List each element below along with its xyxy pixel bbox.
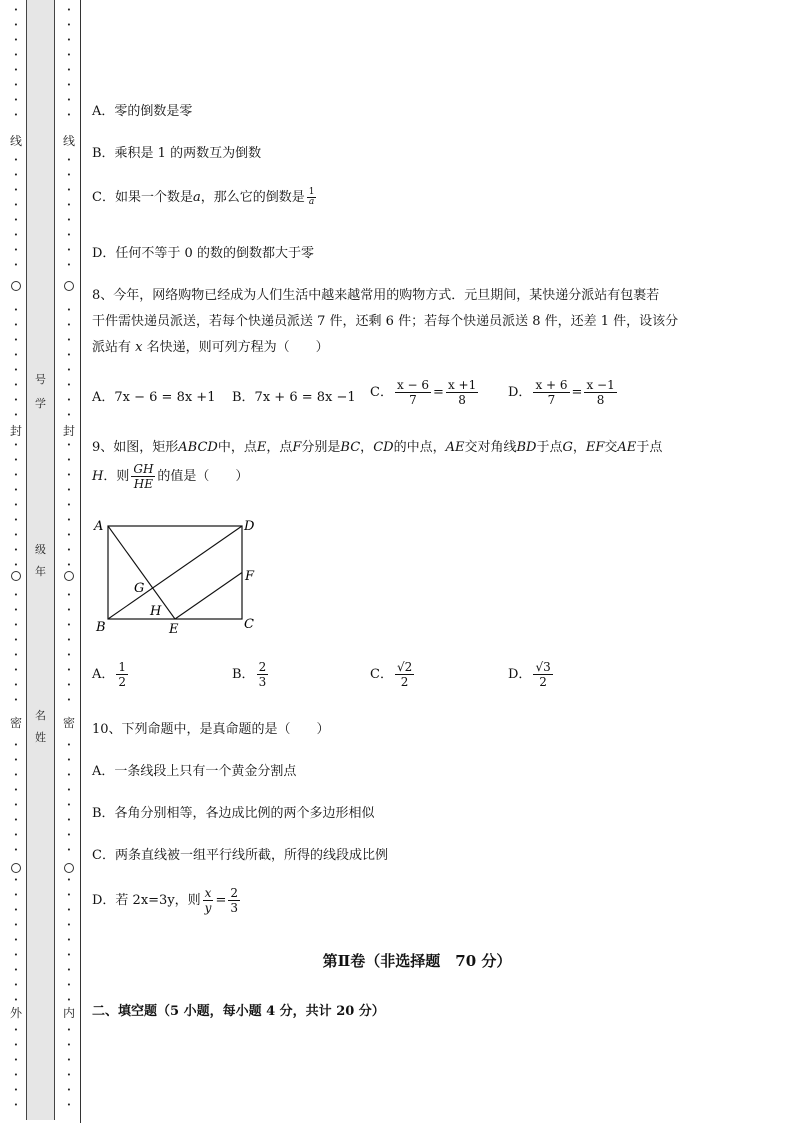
- binding-dot: •: [66, 1086, 72, 1094]
- binding-dot: •: [13, 846, 19, 854]
- binding-dot: •: [66, 1041, 72, 1049]
- binding-dot: •: [13, 246, 19, 254]
- fraction-one-over-a: $\frac{1}{a}$: [308, 187, 315, 207]
- segment-ae: [108, 526, 175, 619]
- q7-option-c: C．如果一个数是a，那么它的倒数是 $\frac{1}{a}$: [92, 187, 315, 207]
- binding-dot: •: [66, 561, 72, 569]
- binding-dot: •: [13, 951, 19, 959]
- binding-dot: •: [13, 486, 19, 494]
- binding-dot: •: [66, 186, 72, 194]
- binding-dot: •: [66, 336, 72, 344]
- binding-dot: •: [13, 906, 19, 914]
- q9-stem-line2: H．则 $\frac{GH}{HE}$ 的值是（ ）: [92, 462, 249, 491]
- binding-char: 外: [9, 1006, 22, 1020]
- binding-dot: •: [13, 96, 19, 104]
- q8-stem-line2: 干件需快递员派送，若每个快递员派送 7 件，还剩 6 件；若每个快递员派送 8 件，还差 1 件，设该分: [92, 314, 679, 329]
- binding-char: 密: [62, 716, 75, 730]
- student-info-strip: [26, 0, 55, 1120]
- binding-dot: •: [66, 1026, 72, 1034]
- binding-dot: •: [13, 606, 19, 614]
- binding-dot: •: [13, 681, 19, 689]
- binding-dot: •: [66, 831, 72, 839]
- binding-dot: •: [13, 561, 19, 569]
- binding-dot: •: [66, 81, 72, 89]
- binding-dot: •: [13, 756, 19, 764]
- q8-option-b: B．7x + 6 = 8x −1: [232, 390, 356, 405]
- binding-dot: •: [13, 531, 19, 539]
- binding-dot: •: [66, 321, 72, 329]
- binding-dot: •: [13, 741, 19, 749]
- binding-dot: •: [13, 1041, 19, 1049]
- label-B: B: [96, 620, 106, 635]
- binding-dot: •: [13, 1086, 19, 1094]
- label-F: F: [245, 569, 255, 584]
- binding-dot: •: [66, 681, 72, 689]
- binding-dot: •: [13, 216, 19, 224]
- margin-rule: [80, 0, 81, 1123]
- binding-dot: •: [66, 816, 72, 824]
- binding-dot: •: [66, 231, 72, 239]
- binding-dot: •: [66, 921, 72, 929]
- strip-label-ming: 名: [35, 709, 46, 722]
- binding-dot: •: [66, 1056, 72, 1064]
- binding-dot: •: [13, 231, 19, 239]
- binding-dot: •: [13, 996, 19, 1004]
- binding-dot: •: [13, 1101, 19, 1109]
- fill-in-section-heading: 二、填空题（5 小题，每小题 4 分，共计 20 分）: [92, 1004, 385, 1019]
- binding-dot: •: [13, 156, 19, 164]
- binding-dot: •: [66, 906, 72, 914]
- binding-dot: •: [13, 456, 19, 464]
- binding-circle-icon: [11, 281, 21, 291]
- binding-dot: •: [13, 66, 19, 74]
- strip-label-hao: 号: [35, 373, 46, 386]
- binding-dot: •: [66, 771, 72, 779]
- binding-dot: •: [66, 381, 72, 389]
- binding-dot: •: [66, 936, 72, 944]
- binding-dot: •: [13, 546, 19, 554]
- binding-dot: •: [13, 516, 19, 524]
- binding-dot: •: [13, 816, 19, 824]
- binding-dot: •: [66, 51, 72, 59]
- binding-dot: •: [66, 171, 72, 179]
- binding-dot: •: [66, 411, 72, 419]
- binding-dot: •: [66, 636, 72, 644]
- binding-dot: •: [13, 396, 19, 404]
- q7-option-d: D．任何不等于 0 的数的倒数都大于零: [92, 246, 314, 261]
- binding-dot: •: [13, 1056, 19, 1064]
- binding-dot: •: [13, 636, 19, 644]
- binding-dot: •: [66, 6, 72, 14]
- binding-dot: •: [13, 876, 19, 884]
- binding-dot: •: [13, 201, 19, 209]
- binding-dot: •: [66, 111, 72, 119]
- q10-option-c: C．两条直线被一组平行线所截，所得的线段成比例: [92, 848, 388, 863]
- q8-option-a: A．7x − 6 = 8x +1: [92, 390, 216, 405]
- binding-dot: •: [13, 591, 19, 599]
- binding-char: 内: [62, 1006, 75, 1020]
- binding-dot: •: [66, 471, 72, 479]
- binding-dot: •: [13, 1071, 19, 1079]
- q8-stem-line1: 8、今年，网络购物已经成为人们生活中越来越常用的购物方式．元旦期间，某快递分派站有包裹若: [92, 288, 660, 303]
- binding-dot: •: [13, 471, 19, 479]
- binding-dot: •: [66, 96, 72, 104]
- binding-dot: •: [66, 531, 72, 539]
- binding-circle-icon: [64, 571, 74, 581]
- binding-dot: •: [66, 66, 72, 74]
- q10-option-b: B．各角分别相等，各边成比例的两个多边形相似: [92, 806, 375, 821]
- binding-dot: •: [66, 201, 72, 209]
- binding-dot: •: [13, 831, 19, 839]
- binding-char: 封: [62, 424, 75, 438]
- label-G: G: [134, 581, 145, 596]
- binding-dot: •: [66, 216, 72, 224]
- binding-dot: •: [13, 261, 19, 269]
- binding-dot: •: [66, 456, 72, 464]
- binding-circle-icon: [11, 571, 21, 581]
- binding-dot: •: [13, 786, 19, 794]
- binding-dot: •: [13, 381, 19, 389]
- q7-option-b: B．乘积是 1 的两数互为倒数: [92, 146, 262, 161]
- binding-dot: •: [13, 651, 19, 659]
- binding-dot: •: [13, 6, 19, 14]
- binding-dot: •: [66, 1101, 72, 1109]
- binding-circle-icon: [11, 863, 21, 873]
- binding-char: 线: [9, 134, 22, 148]
- binding-dot: •: [13, 21, 19, 29]
- binding-dot: •: [13, 351, 19, 359]
- binding-dot: •: [13, 366, 19, 374]
- q9-option-d: D． $\frac{√3}{2}$: [508, 660, 551, 689]
- diagonal-bd: [108, 526, 242, 619]
- strip-label-xing: 姓: [35, 731, 46, 744]
- binding-dot: •: [66, 501, 72, 509]
- binding-dot: •: [66, 246, 72, 254]
- binding-dot: •: [13, 111, 19, 119]
- binding-dot: •: [66, 666, 72, 674]
- binding-dot: •: [13, 1026, 19, 1034]
- outer-binding-line: [9, 0, 23, 1120]
- binding-dot: •: [13, 171, 19, 179]
- binding-dot: •: [66, 606, 72, 614]
- q8-option-c: C． $\frac{x - 6}{7}$ = $\frac{x +1}{8}$: [370, 378, 477, 407]
- binding-dot: •: [66, 801, 72, 809]
- binding-dot: •: [13, 36, 19, 44]
- binding-dot: •: [66, 891, 72, 899]
- binding-dot: •: [66, 756, 72, 764]
- label-A: A: [94, 519, 104, 534]
- binding-dot: •: [66, 156, 72, 164]
- binding-dot: •: [13, 771, 19, 779]
- q10-stem: 10、下列命题中，是真命题的是（ ）: [92, 722, 330, 737]
- binding-dot: •: [66, 366, 72, 374]
- q8-option-d: D． $\frac{x + 6}{7}$ = $\frac{x -1}{8}$: [508, 378, 615, 407]
- q9-option-c: C． $\frac{√2}{2}$: [370, 660, 413, 689]
- strip-label-xue: 学: [35, 397, 46, 410]
- binding-circle-icon: [64, 863, 74, 873]
- label-H: H: [150, 604, 162, 619]
- q9-stem-line1: 9、如图，矩形ABCD中，点E，点F分别是BC，CD的中点，AE交对角线BD于点G，EF交AE于点: [92, 440, 663, 455]
- binding-dot: •: [13, 336, 19, 344]
- binding-dot: •: [66, 966, 72, 974]
- binding-dot: •: [66, 441, 72, 449]
- binding-dot: •: [66, 741, 72, 749]
- binding-dot: •: [13, 801, 19, 809]
- binding-circle-icon: [64, 281, 74, 291]
- binding-dot: •: [13, 411, 19, 419]
- inner-binding-line: [62, 0, 76, 1120]
- binding-dot: •: [66, 36, 72, 44]
- binding-dot: •: [66, 1071, 72, 1079]
- segment-ef: [175, 573, 242, 620]
- binding-dot: •: [13, 441, 19, 449]
- binding-dot: •: [66, 21, 72, 29]
- binding-dot: •: [13, 936, 19, 944]
- binding-dot: •: [66, 951, 72, 959]
- q9-option-a: A． $\frac{1}{2}$: [92, 660, 127, 689]
- binding-dot: •: [13, 921, 19, 929]
- q10-option-d: D．若 2x=3y，则 $\frac{x}{y}$ = $\frac{2}{3}$: [92, 886, 238, 915]
- binding-dot: •: [13, 306, 19, 314]
- binding-dot: •: [66, 546, 72, 554]
- q7-option-a: A．零的倒数是零: [92, 104, 193, 119]
- binding-dot: •: [66, 516, 72, 524]
- binding-char: 密: [9, 716, 22, 730]
- binding-dot: •: [66, 846, 72, 854]
- binding-dot: •: [13, 666, 19, 674]
- q9-option-b: B． $\frac{2}{3}$: [232, 660, 267, 689]
- binding-dot: •: [66, 591, 72, 599]
- label-C: C: [244, 617, 254, 632]
- part2-title: 第Ⅱ卷（非选择题 70 分）: [322, 952, 512, 970]
- binding-dot: •: [66, 651, 72, 659]
- strip-label-ji: 级: [35, 543, 46, 556]
- binding-dot: •: [66, 621, 72, 629]
- binding-dot: •: [66, 306, 72, 314]
- binding-char: 封: [9, 424, 22, 438]
- strip-label-nian: 年: [35, 565, 46, 578]
- binding-dot: •: [13, 621, 19, 629]
- binding-dot: •: [13, 186, 19, 194]
- binding-dot: •: [66, 981, 72, 989]
- label-E: E: [169, 622, 179, 637]
- binding-dot: •: [13, 501, 19, 509]
- binding-dot: •: [13, 51, 19, 59]
- q8-stem-line3: 派站有 x 名快递，则可列方程为（ ）: [92, 340, 329, 355]
- binding-dot: •: [66, 786, 72, 794]
- binding-dot: •: [66, 486, 72, 494]
- binding-dot: •: [66, 696, 72, 704]
- binding-dot: •: [66, 996, 72, 1004]
- label-D: D: [244, 519, 255, 534]
- binding-char: 线: [62, 134, 75, 148]
- binding-dot: •: [13, 321, 19, 329]
- binding-dot: •: [13, 966, 19, 974]
- q10-option-a: A．一条线段上只有一个黄金分割点: [92, 764, 297, 779]
- binding-dot: •: [66, 396, 72, 404]
- binding-dot: •: [66, 351, 72, 359]
- binding-dot: •: [66, 876, 72, 884]
- binding-dot: •: [13, 696, 19, 704]
- binding-dot: •: [66, 261, 72, 269]
- binding-dot: •: [13, 81, 19, 89]
- rectangle-figure: [92, 512, 262, 638]
- binding-dot: •: [13, 981, 19, 989]
- binding-dot: •: [13, 891, 19, 899]
